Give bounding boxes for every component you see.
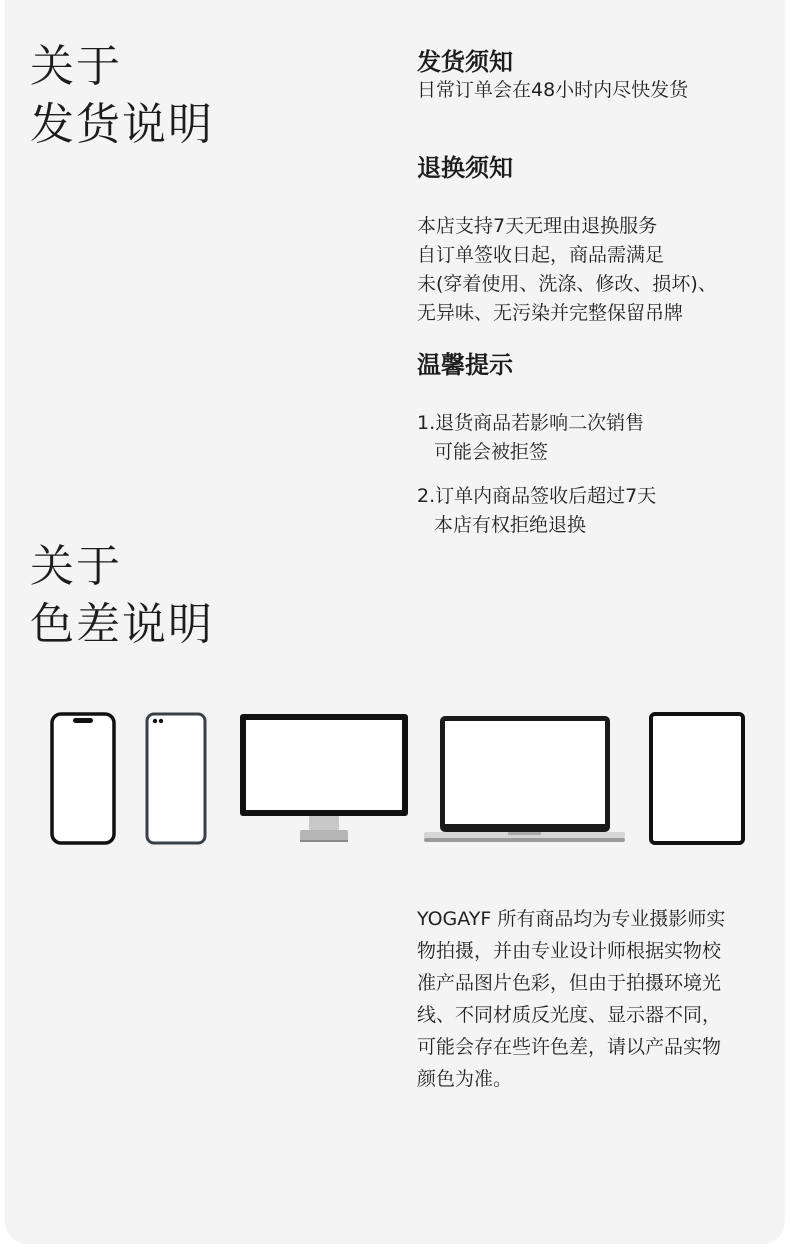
color-disclaimer-text: YOGAYF 所有商品均为专业摄影师实 物拍摄，并由专业设计师根据实物校 准产品图片色彩，但由于拍摄环境光 线、不同材质反光度、显示器不同， 可能会存在些许色差，请以产品实物 颜色为准。 — [417, 908, 726, 1090]
phone-icon — [50, 712, 116, 845]
returns-heading: 退换须知 — [417, 154, 513, 182]
returns-text: 本店支持7天无理由退换服务 自订单签收日起，商品需满足 未(穿着使用、洗涤、修改、损坏)、 无异味、无污染并完整保留吊牌 — [417, 215, 717, 324]
android-phone-icon — [145, 712, 207, 845]
tablet-icon — [649, 712, 745, 845]
tip-item-2: 2.订单内商品签收后超过7天 本店有权拒绝退换 — [417, 485, 657, 536]
delivery-heading: 发货须知 — [417, 48, 513, 76]
color-title: 关于 色差说明 — [30, 541, 214, 650]
tip-item-1: 1.退货商品若影响二次销售 可能会被拒签 — [417, 412, 645, 463]
desktop-monitor-icon — [238, 712, 410, 844]
laptop-icon — [423, 714, 626, 844]
shipping-title: 关于 发货说明 — [30, 41, 214, 150]
delivery-text: 日常订单会在48小时内尽快发货 — [417, 79, 689, 101]
tips-heading: 温馨提示 — [417, 351, 513, 379]
